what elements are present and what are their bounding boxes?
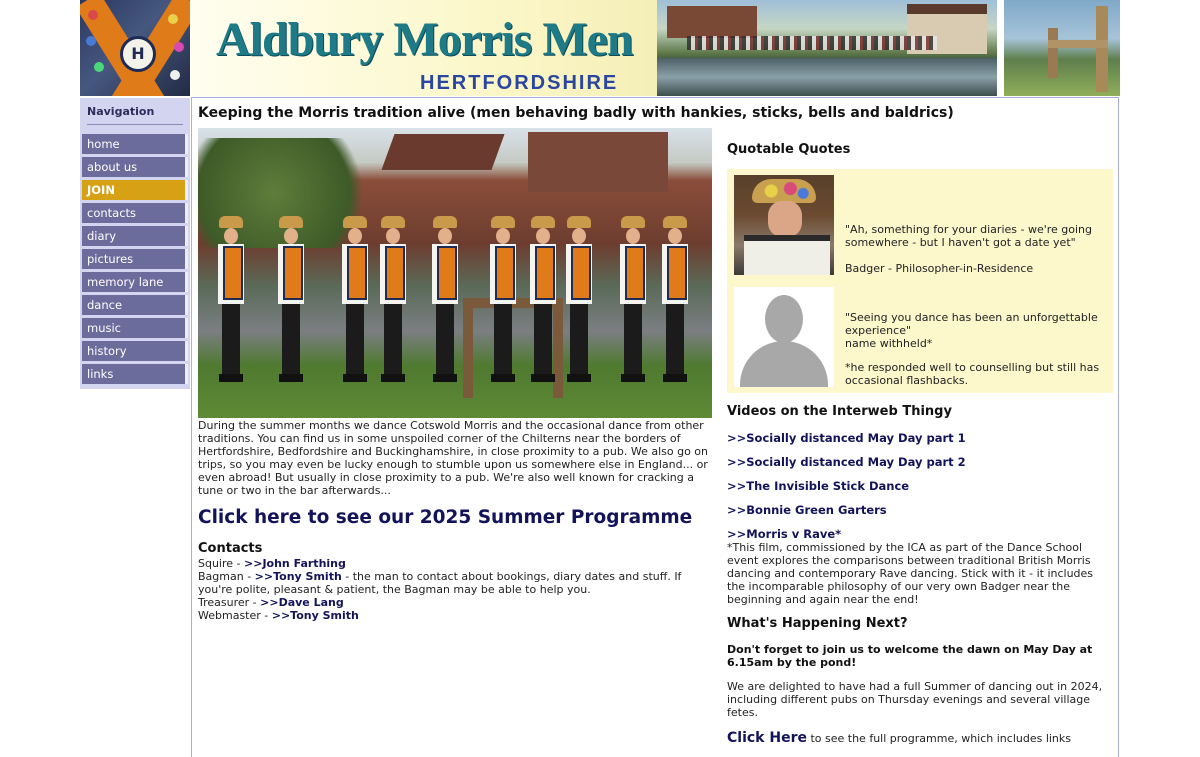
quotes-heading: Quotable Quotes bbox=[727, 142, 851, 157]
contacts-list bbox=[198, 557, 708, 622]
nav-item-join[interactable]: JOIN bbox=[82, 180, 188, 200]
nav-item-history[interactable]: history bbox=[82, 341, 188, 361]
quote-2-author: name withheld* bbox=[845, 337, 933, 350]
video-link-may-day-1[interactable]: >>Socially distanced May Day part 1 bbox=[727, 431, 966, 445]
intro-paragraph: During the summer months we dance Cotswold Morris and the occasional dance from other traditions. You can find us in some unspoiled corner of the Chilterns near the borders of Hertfordshire, Bedfordshire and Buckinghamshire, in close proximity to a pub. We also go on trips, so you may even be lucky enough to stumble upon us somewhere else in England... or even abroad! But usually in close proximity to a pub. We're also well known for cracking a tune or two in the bar afterwards... bbox=[198, 419, 709, 497]
contact-row-squire bbox=[198, 557, 708, 570]
click-here-link[interactable]: Click Here bbox=[727, 730, 807, 746]
contact-role: Webmaster - bbox=[198, 609, 272, 622]
main-content bbox=[191, 97, 1119, 757]
contact-role: Squire - bbox=[198, 557, 245, 570]
h-emblem-icon: H bbox=[120, 36, 156, 72]
videos-heading: Videos on the Interweb Thingy bbox=[727, 404, 952, 419]
nav-item-links[interactable]: links bbox=[82, 364, 188, 384]
programme-click-row bbox=[727, 730, 1071, 746]
badger-photo bbox=[734, 175, 834, 275]
treasurer-link[interactable]: >>Dave Lang bbox=[260, 596, 344, 609]
video-footnote: *This film, commissioned by the ICA as part of the Dance School event explores the comparisons between traditional British Morris dancing and contemporary Rave dancing. Stick with it - it includes the incomparable philosophy of our very own Badger near the beginning and again near the end! bbox=[727, 541, 1094, 606]
nav-item-pictures[interactable]: pictures bbox=[82, 249, 188, 269]
navigation-sidebar bbox=[80, 98, 190, 389]
video-link-may-day-2[interactable]: >>Socially distanced May Day part 2 bbox=[727, 455, 966, 469]
site-title: Aldbury Morris Men bbox=[216, 13, 633, 66]
banner-title-area bbox=[190, 0, 657, 96]
quote-2-note: *he responded well to counselling but still has occasional flashbacks. bbox=[845, 361, 1100, 387]
contact-role: Treasurer - bbox=[198, 596, 261, 609]
nav-menu bbox=[82, 134, 188, 387]
nav-heading: Navigation bbox=[87, 105, 155, 118]
site-banner bbox=[80, 0, 1120, 96]
bagman-link[interactable]: >>Tony Smith bbox=[254, 570, 342, 583]
contact-role: Bagman - bbox=[198, 570, 255, 583]
nav-item-about-us[interactable]: about us bbox=[82, 157, 188, 177]
anonymous-avatar-icon bbox=[734, 287, 834, 387]
summer-notice: We are delighted to have had a full Summer of dancing out in 2024, including different pubs on Thursday evenings and several village fetes. bbox=[727, 680, 1103, 719]
happening-heading: What's Happening Next? bbox=[727, 616, 908, 631]
nav-divider bbox=[87, 124, 183, 125]
may-day-notice: Don't forget to join us to welcome the dawn on May Day at 6.15am by the pond! bbox=[727, 643, 1093, 669]
morris-men-group-photo bbox=[198, 128, 712, 418]
village-pond-photo bbox=[657, 0, 997, 96]
site-subtitle: HERTFORDSHIRE bbox=[420, 72, 619, 94]
baldric-badge-photo bbox=[80, 0, 190, 96]
nav-item-music[interactable]: music bbox=[82, 318, 188, 338]
quote-2-text: "Seeing you dance has been an unforgettable experience" bbox=[845, 311, 1098, 337]
quote-1-author: Badger - Philosopher-in-Residence bbox=[845, 262, 1034, 275]
click-here-rest: to see the full programme, which includes links bbox=[806, 732, 1072, 745]
contact-row-treasurer bbox=[198, 596, 708, 609]
bagman-note: - the man to contact about bookings, diary dates and stuff. If you're polite, pleasant & patient, the Bagman may be able to help you. bbox=[198, 570, 682, 596]
contact-row-webmaster bbox=[198, 609, 708, 622]
nav-item-diary[interactable]: diary bbox=[82, 226, 188, 246]
page-tagline: Keeping the Morris tradition alive (men behaving badly with hankies, sticks, bells and baldrics) bbox=[198, 105, 954, 121]
video-link-morris-v-rave[interactable]: >>Morris v Rave* bbox=[727, 527, 842, 541]
contacts-heading: Contacts bbox=[198, 541, 263, 556]
quote-1-text: "Ah, something for your diaries - we're going somewhere - but I haven't got a date yet" bbox=[845, 223, 1093, 249]
squire-link[interactable]: >>John Farthing bbox=[244, 557, 346, 570]
video-link-invisible-stick[interactable]: >>The Invisible Stick Dance bbox=[727, 479, 910, 493]
video-link-bonnie-green-garters[interactable]: >>Bonnie Green Garters bbox=[727, 503, 887, 517]
summer-programme-link[interactable]: Click here to see our 2025 Summer Programme bbox=[198, 507, 693, 528]
nav-item-dance[interactable]: dance bbox=[82, 295, 188, 315]
village-stocks-photo bbox=[1004, 0, 1120, 96]
nav-item-home[interactable]: home bbox=[82, 134, 188, 154]
webmaster-link[interactable]: >>Tony Smith bbox=[271, 609, 359, 622]
nav-item-memory-lane[interactable]: memory lane bbox=[82, 272, 188, 292]
nav-item-contacts[interactable]: contacts bbox=[82, 203, 188, 223]
quotes-box bbox=[727, 169, 1113, 393]
contact-row-bagman bbox=[198, 570, 708, 596]
